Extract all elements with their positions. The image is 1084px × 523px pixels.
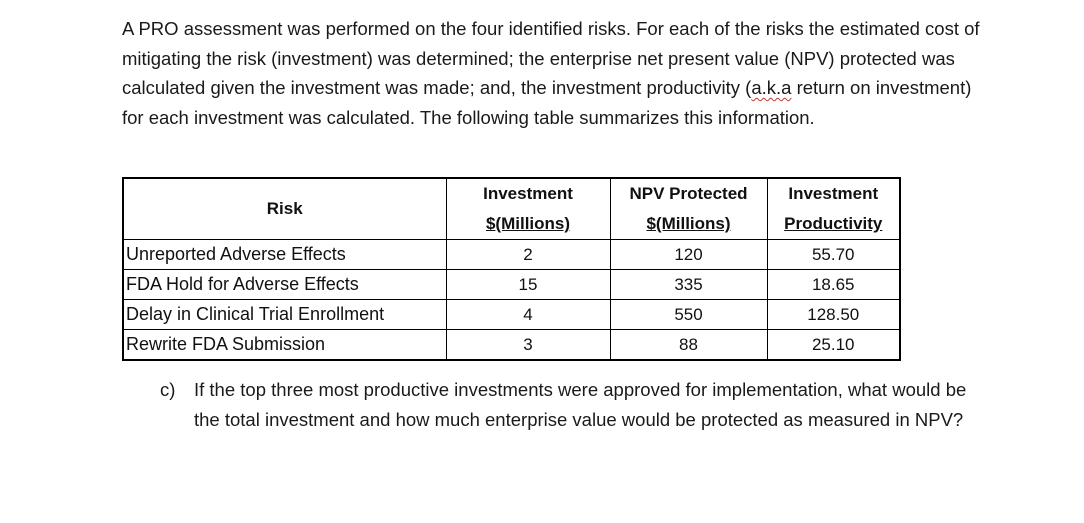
header-investment-productivity: [767, 178, 900, 240]
header-npv-line2: $(Millions): [646, 214, 731, 233]
cell-risk: Unreported Adverse Effects: [123, 240, 446, 270]
question-label: c): [160, 379, 176, 400]
cell-investment: 15: [446, 270, 610, 300]
question-text: If the top three most productive investments were approved for implementation, what would be the total investment and how much enterprise value would be protected as measured in NPV?: [194, 379, 967, 430]
cell-npv: 120: [610, 240, 767, 270]
intro-text-part2: return on investment) for each investment was calculated. The following table summarizes this information.: [122, 77, 972, 128]
cell-risk: Rewrite FDA Submission: [123, 330, 446, 361]
cell-npv: 88: [610, 330, 767, 361]
intro-aka-spellcheck-word: a.k.a: [751, 77, 792, 98]
cell-risk: FDA Hold for Adverse Effects: [123, 270, 446, 300]
table-row: [123, 270, 900, 300]
header-npv-line1: NPV Protected: [629, 184, 748, 203]
cell-investment: 2: [446, 240, 610, 270]
question-c: [160, 375, 980, 435]
cell-npv: 335: [610, 270, 767, 300]
cell-productivity: 18.65: [767, 270, 900, 300]
cell-productivity: 25.10: [767, 330, 900, 361]
cell-productivity: 128.50: [767, 300, 900, 330]
header-productivity-line1: Investment: [788, 184, 879, 203]
risk-summary-table: [122, 177, 901, 361]
header-productivity-line2: Productivity: [784, 214, 883, 233]
header-investment-line2: $(Millions): [485, 214, 571, 233]
table-row: [123, 330, 900, 361]
header-npv-protected: [610, 178, 767, 240]
table-row: [123, 240, 900, 270]
cell-investment: 4: [446, 300, 610, 330]
intro-text-part1: A PRO assessment was performed on the four identified risks. For each of the risks the estimated cost of mitigating the risk (investment) was determined; the enterprise net present value (NPV) protected was calculated given the investment was made; and, the investment productivity (: [122, 18, 980, 98]
header-investment-line1: Investment: [483, 184, 573, 203]
table-header-row: [123, 178, 900, 240]
cell-risk: Delay in Clinical Trial Enrollment: [123, 300, 446, 330]
header-investment: [446, 178, 610, 240]
intro-paragraph: [122, 14, 982, 132]
header-risk: Risk: [123, 178, 446, 240]
cell-npv: 550: [610, 300, 767, 330]
cell-investment: 3: [446, 330, 610, 361]
table-row: [123, 300, 900, 330]
cell-productivity: 55.70: [767, 240, 900, 270]
